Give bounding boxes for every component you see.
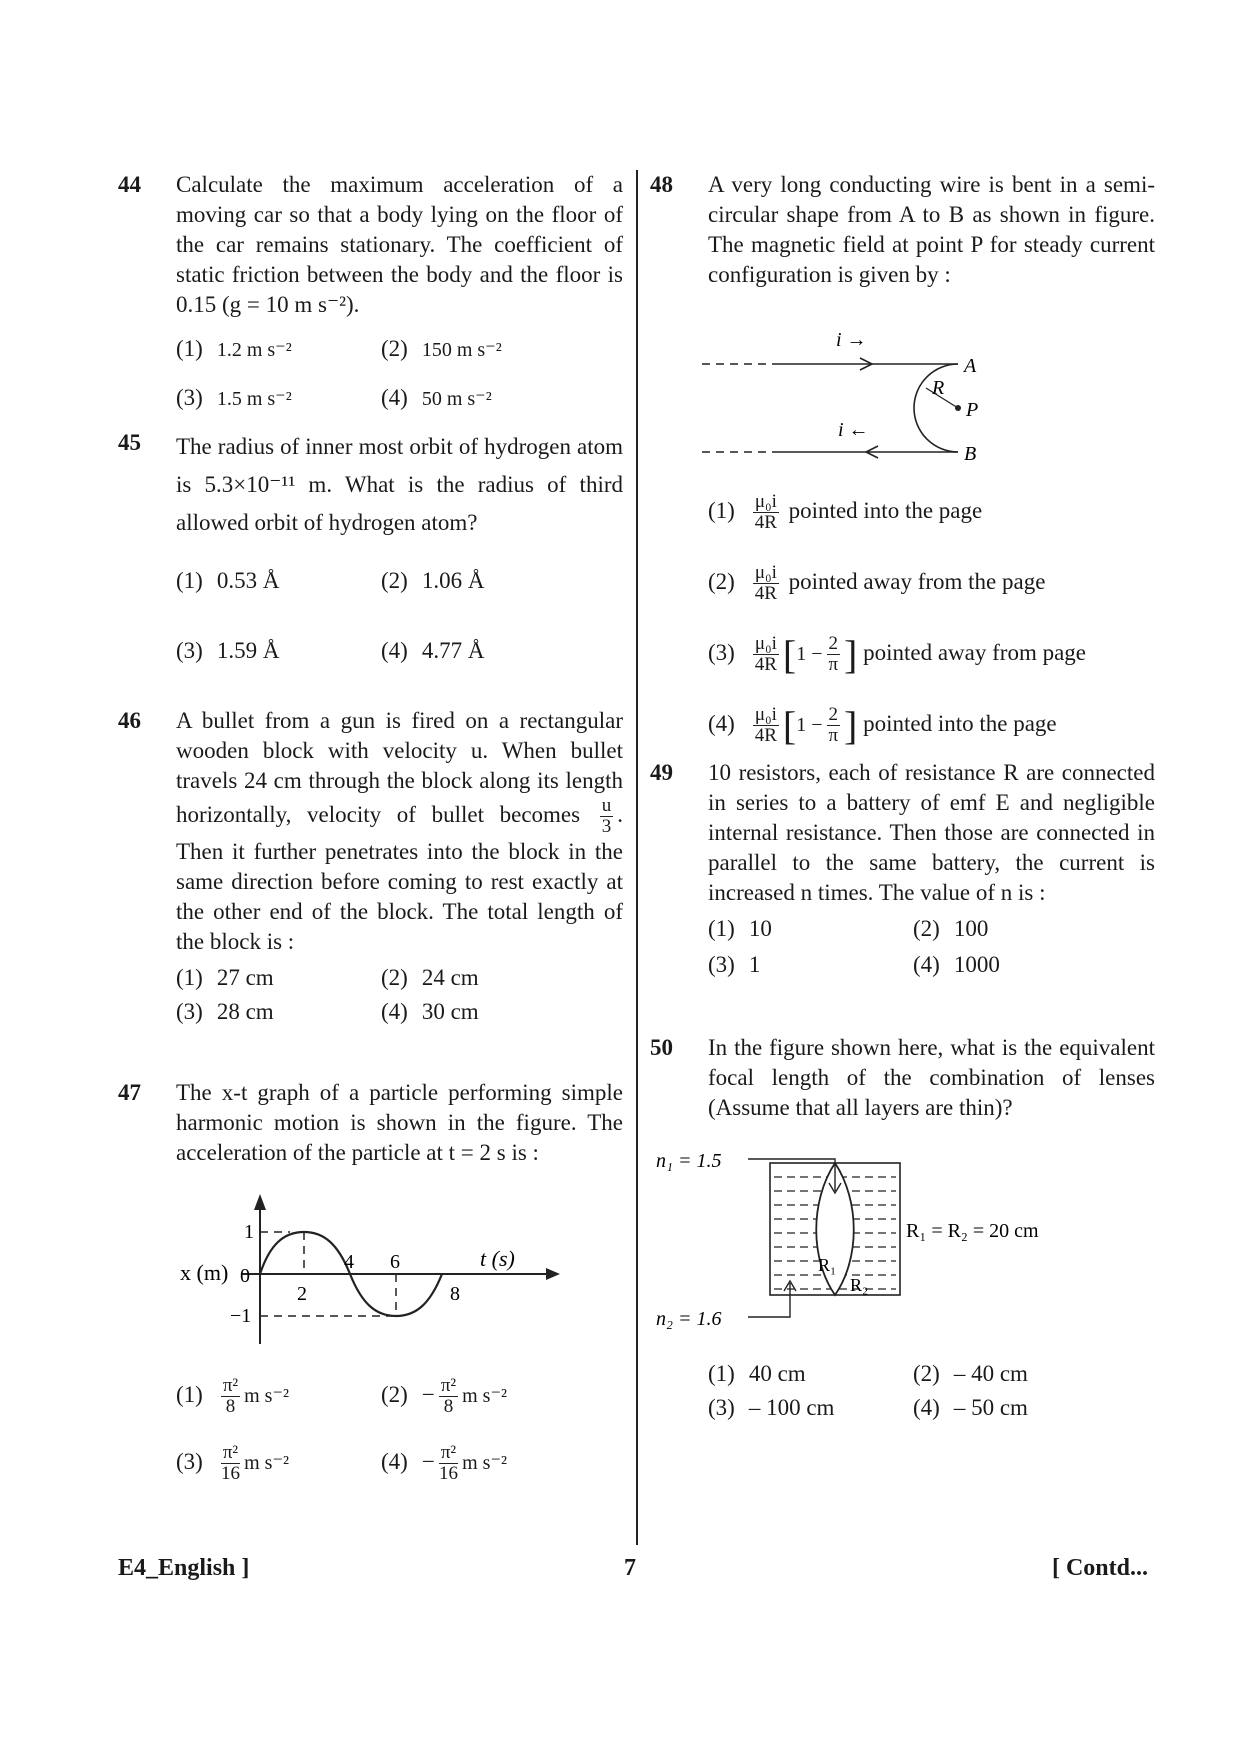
option-4[interactable]: (4) 4.77 Å bbox=[381, 638, 485, 663]
question-45 bbox=[118, 428, 623, 706]
option-1[interactable]: (1) $\frac{\text{π²}}{8}$ m s⁻² bbox=[176, 1375, 290, 1417]
question-number: 45 bbox=[118, 430, 141, 455]
semicircle-wire-figure bbox=[688, 302, 1108, 465]
option-3[interactable]: (3) $\frac{\text{μ₀i}}{4R}$ [1 − $\frac{2}{\pi}$ ] pointed away from page bbox=[708, 631, 1087, 677]
lens-combination-figure bbox=[650, 1141, 1090, 1341]
page-number: 7 bbox=[624, 1555, 636, 1581]
option-4[interactable]: (4) 50 m s⁻² bbox=[381, 385, 492, 410]
option-2[interactable]: (2) − $\frac{\text{π²}}{8}$ m s⁻² bbox=[381, 1375, 508, 1417]
question-46 bbox=[118, 706, 623, 1078]
column-divider bbox=[636, 170, 638, 1545]
option-2[interactable]: (2) $\frac{\text{μ₀i}}{4R}$ pointed away from the page bbox=[708, 562, 1046, 604]
option-4[interactable]: (4) − $\frac{\text{π²}}{16}$ m s⁻² bbox=[381, 1442, 508, 1484]
radii-label: R₁ = R₂ = 20 cm bbox=[906, 1220, 1039, 1242]
option-1[interactable]: (1) 10 bbox=[708, 916, 772, 941]
option-3[interactable]: (3) – 100 cm bbox=[708, 1395, 835, 1420]
point-p bbox=[955, 405, 961, 411]
question-number: 47 bbox=[118, 1080, 141, 1105]
question-number: 49 bbox=[650, 760, 673, 785]
question-47 bbox=[118, 1078, 623, 1484]
option-1[interactable]: (1) 40 cm bbox=[708, 1361, 806, 1386]
question-number: 46 bbox=[118, 708, 141, 733]
option-4[interactable]: (4) – 50 cm bbox=[913, 1395, 1028, 1420]
question-number: 44 bbox=[118, 172, 141, 197]
question-44 bbox=[118, 170, 623, 410]
question-stem: In the figure shown here, what is the equivalent focal length of the combination of lenses (Assume that all layers are thin)? bbox=[708, 1035, 1155, 1120]
t6-label: 6 bbox=[390, 1251, 400, 1273]
option-2[interactable]: (2) 1.06 Å bbox=[381, 568, 485, 593]
question-48 bbox=[650, 170, 1155, 822]
option-3[interactable]: (3) 28 cm bbox=[176, 999, 274, 1024]
b-label: B bbox=[964, 443, 977, 465]
option-1[interactable]: (1) 27 cm bbox=[176, 965, 274, 990]
option-1[interactable]: (1) 0.53 Å bbox=[176, 568, 280, 593]
n2-leader bbox=[748, 1283, 790, 1317]
option-3[interactable]: (3) 1.59 Å bbox=[176, 638, 280, 663]
n2-label: n₂ = 1.6 bbox=[656, 1308, 722, 1330]
option-3[interactable]: (3) $\frac{\text{π²}}{16}$ m s⁻² bbox=[176, 1442, 290, 1484]
left-column bbox=[118, 170, 623, 1484]
i-bottom-label: i ← bbox=[838, 419, 869, 441]
question-stem: Calculate the maximum acceleration of a moving car so that a body lying on the floor of the car remains stationary. The coefficient of static friction between the body and the floor is 0.15 (g = 10 m s⁻²). bbox=[176, 172, 623, 317]
right-column bbox=[650, 170, 1155, 1423]
n1-leader bbox=[748, 1159, 835, 1191]
x-axis-arrow bbox=[254, 1194, 266, 1210]
question-49 bbox=[650, 758, 1155, 1033]
option-2[interactable]: (2) 150 m s⁻² bbox=[381, 336, 502, 361]
r2-label: R₂ bbox=[850, 1275, 869, 1295]
question-stem: The x-t graph of a particle performing simple harmonic motion is shown in the figure. The acceleration of the particle at t = 2 s is : bbox=[176, 1080, 623, 1165]
question-stem: The radius of inner most orbit of hydrogen atom is 5.3×10⁻¹¹ m. What is the radius of third allowed orbit of hydrogen atom? bbox=[176, 434, 623, 535]
option-1[interactable]: (1) $\frac{\text{μ₀i}}{4R}$ pointed into the page bbox=[708, 491, 983, 533]
r1-label: R₁ bbox=[818, 1255, 837, 1275]
option-1[interactable]: (1) 1.2 m s⁻² bbox=[176, 336, 292, 361]
question-stem: A bullet from a gun is fired on a rectangular wooden block with velocity u. When bullet travels 24 cm through the block along its length horizontally, velocity of bullet becomes $\frac{u}{3}$ . Then it further penetrates into the block in the same direction before coming to rest exactly at the other end of the block. The total length of the block is : bbox=[176, 708, 623, 954]
option-4[interactable]: (4) 30 cm bbox=[381, 999, 479, 1024]
t4-label: 4 bbox=[344, 1251, 354, 1273]
option-3[interactable]: (3) 1.5 m s⁻² bbox=[176, 385, 292, 410]
t-label: t (s) bbox=[480, 1246, 515, 1271]
p-label: P bbox=[966, 399, 979, 421]
option-2[interactable]: (2) 100 bbox=[913, 916, 989, 941]
question-number: 48 bbox=[650, 172, 673, 197]
option-4[interactable]: (4) 1000 bbox=[913, 952, 1000, 977]
question-stem: 10 resistors, each of resistance R are connected in series to a battery of emf E and negligible internal resistance. Then those are connected in parallel to the same battery, the current is increased n times. The value of n is : bbox=[708, 760, 1155, 905]
option-3[interactable]: (3) 1 bbox=[708, 952, 761, 977]
origin-label: 0 bbox=[240, 1265, 250, 1287]
question-number: 50 bbox=[650, 1035, 673, 1060]
option-2[interactable]: (2) 24 cm bbox=[381, 965, 479, 990]
question-stem: A very long conducting wire is bent in a semi-circular shape from A to B as shown in figure. The magnetic field at point P for steady current configuration is given by : bbox=[708, 172, 1155, 287]
r-label: R bbox=[932, 377, 945, 399]
n1-label: n₁ = 1.5 bbox=[656, 1150, 722, 1172]
i-top-label: i → bbox=[836, 329, 867, 351]
y-min-label: −1 bbox=[230, 1305, 252, 1327]
t8-label: 8 bbox=[450, 1283, 460, 1305]
t2-label: 2 bbox=[297, 1283, 307, 1305]
y-label: x (m) bbox=[180, 1260, 229, 1285]
fraction-u-over-3: $\frac{u}{3}$ bbox=[601, 795, 612, 837]
y-max-label: 1 bbox=[244, 1221, 254, 1243]
footer-code: E4_English ] bbox=[118, 1555, 250, 1581]
option-4[interactable]: (4) $\frac{\text{μ₀i}}{4R}$ [1 − $\frac{2}{\pi}$ ] pointed into the page bbox=[708, 702, 1057, 748]
xt-graph bbox=[164, 1186, 584, 1346]
t-axis-arrow bbox=[546, 1268, 560, 1280]
continued-label: [ Contd... bbox=[1051, 1555, 1148, 1581]
option-2[interactable]: (2) – 40 cm bbox=[913, 1361, 1028, 1386]
question-50 bbox=[650, 1033, 1155, 1423]
a-label: A bbox=[964, 355, 977, 377]
